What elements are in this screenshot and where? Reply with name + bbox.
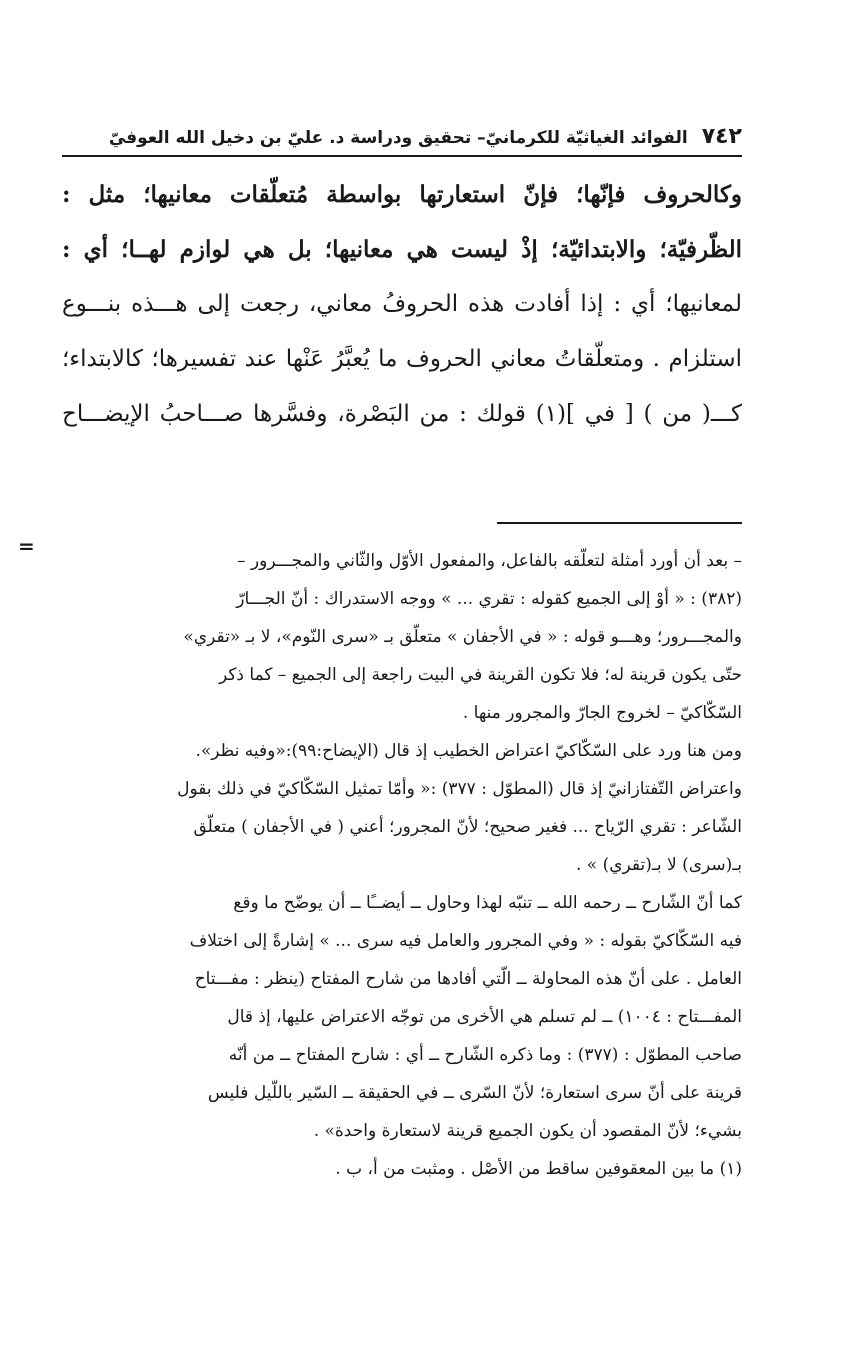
- main-line: كـــ( من ) [ في ](١) قولك : من البَصْرة، وفسَّرها صـــاحبُ الإيضـــاح: [62, 401, 742, 427]
- main-text: [62, 167, 742, 442]
- footnote-line: (٣٨٢) : « أوْ إلى الجميع كقوله : تقري ... » ووجه الاستدراك : أنّ الجـــارّ: [236, 589, 742, 609]
- running-header: [62, 124, 742, 157]
- footnote-line: ومن هنا ورد على السّكّاكيّ اعتراض الخطيب إذ قال (الإيضاح:٩٩):«وفيه نظر».: [195, 741, 742, 761]
- footnote-line: المفـــتاح : ١٠٠٤) ــ لم تسلم هي الأخرى من توجّه الاعتراض عليها، إذ قال: [227, 1007, 742, 1027]
- main-line: استلزام . ومتعلّقاتُ معاني الحروف ما يُعبَّرُ عَنْها عند تفسيرها؛ كالابتداء؛: [62, 346, 742, 372]
- footnote-separator: [497, 522, 742, 524]
- page-number: ٧٤٢: [701, 124, 742, 149]
- footnote-line: السّكّاكيّ – لخروج الجارّ والمجرور منها .: [462, 703, 742, 723]
- main-line: وكالحروف فإنّها؛ فإنّ استعارتها بواسطة مُتعلّقات معانيها؛ مثل :: [62, 181, 742, 208]
- main-line: لمعانيها؛ أي : إذا أفادت هذه الحروفُ معاني، رجعت إلى هـــذه بنـــوع: [62, 291, 742, 317]
- page: [62, 124, 742, 1188]
- footnotes: [62, 542, 742, 1188]
- footnote-line: الشّاعر : تقري الرّياح ... فغير صحيح؛ لأنّ المجرور؛ أعني ( في الأجفان ) متعلّق: [193, 817, 742, 837]
- footnote-line: فيه السّكّاكيّ بقوله : « وفي المجرور والعامل فيه سرى ... » إشارةً إلى اختلاف: [189, 931, 742, 951]
- continuation-marker: =: [18, 534, 35, 558]
- footnote-line: حتّى يكون قرينة له؛ فلا تكون القرينة في البيت راجعة إلى الجميع – كما ذكر: [218, 665, 742, 685]
- footnote-line: قرينة على أنّ سرى استعارة؛ لأنّ السّرى ــ في الحقيقة ــ السّير باللّيل فليس: [207, 1083, 742, 1103]
- footnote-line: بشيء؛ لأنّ المقصود أن يكون الجميع قرينة لاستعارة واحدة» .: [313, 1121, 742, 1141]
- footnote-line: (١) ما بين المعقوفين ساقط من الأصْل . ومثبت من أ، ب .: [335, 1159, 742, 1179]
- footnote-line: العامل . على أنّ هذه المحاولة ــ الّتي أفادها من شارح المفتاح (ينظر : مفـــتاح: [194, 969, 742, 989]
- footnote-line: صاحب المطوّل : (٣٧٧) : وما ذكره الشّارح ــ أي : شارح المفتاح ــ من أنّه: [228, 1045, 742, 1065]
- footnote-line: بـ(سرى) لا بـ(تقري) » .: [575, 855, 742, 875]
- footnote-line: والمجـــرور؛ وهـــو قوله : « في الأجفان » متعلّق بـ «سرى النّوم»، لا بـ «تقري»: [183, 627, 742, 647]
- footnote-line: كما أنّ الشّارح ــ رحمه الله ــ تنبّه لهذا وحاول ــ أيضــًا ــ أن يوضّح ما وقع: [233, 893, 742, 913]
- footnote-line: واعتراض التّفتازانيّ إذ قال (المطوّل : ٣٧٧) :« وأمّا تمثيل السّكّاكيّ في ذلك بقول: [177, 779, 742, 799]
- footnote-line: – بعد أن أورد أمثلة لتعلّقه بالفاعل، والمفعول الأوّل والثّاني والمجـــرور –: [237, 551, 742, 571]
- running-title: الفوائد الغياثيّة للكرمانيّ– تحقيق ودراسة د. عليّ بن دخيل الله العوفيّ: [108, 128, 688, 148]
- main-line: الظّرفيّة؛ والابتدائيّة؛ إذْ ليست هي معانيها؛ بل هي لوازم لهــا؛ أي :: [62, 236, 742, 263]
